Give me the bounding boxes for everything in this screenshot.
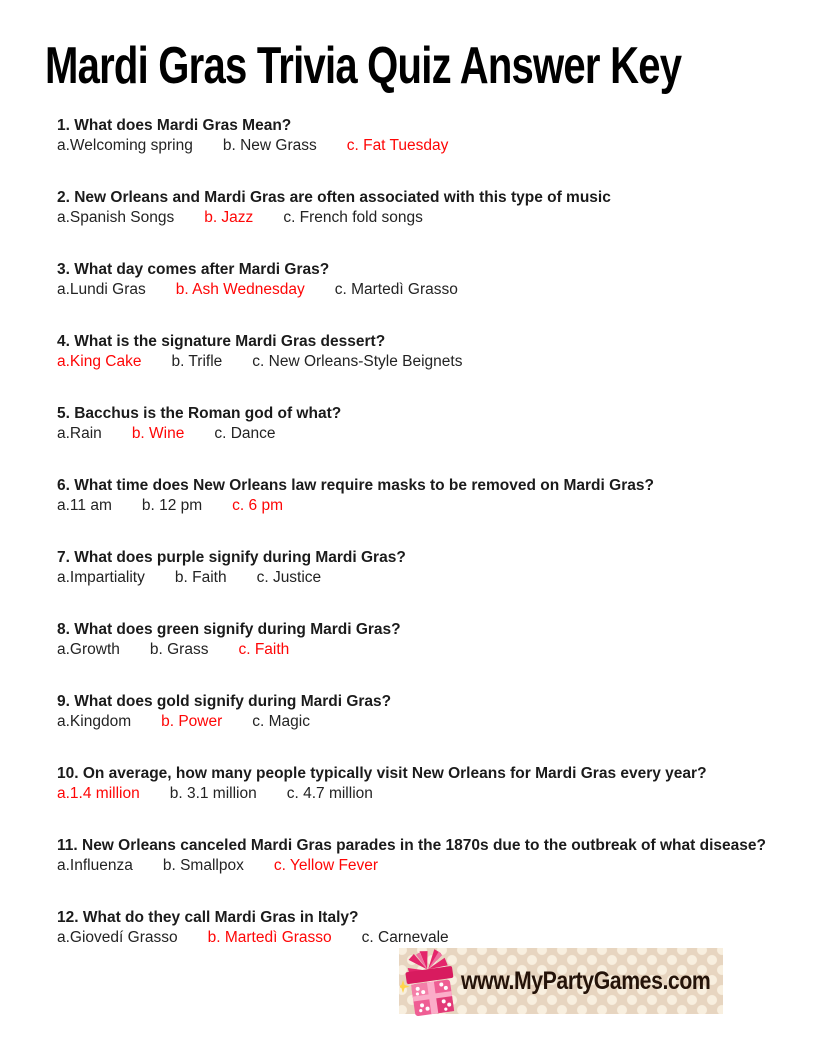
answer-options (57, 136, 805, 156)
answer-option-correct: c. 6 pm (232, 497, 283, 514)
question-text: 2. New Orleans and Mardi Gras are often associated with this type of music (57, 189, 611, 206)
answer-option: c. French fold songs (283, 209, 423, 226)
question-text: 7. What does purple signify during Mardi Gras? (57, 549, 406, 566)
answer-option: b. New Grass (222, 137, 317, 154)
answer-options (57, 856, 805, 876)
website-url: www.MyPartyGames.com (461, 966, 711, 995)
question-text: 11. New Orleans canceled Mardi Gras parades in the 1870s due to the outbreak of what disease? (57, 837, 766, 854)
question-text: 5. Bacchus is the Roman god of what? (57, 405, 342, 422)
answer-option: b. Faith (174, 569, 227, 586)
question-block (57, 116, 805, 156)
answer-option-correct: b. Martedì Grasso (207, 929, 332, 946)
answer-option-correct: c. Faith (238, 641, 290, 658)
answer-options (57, 208, 805, 228)
answer-option: c. 4.7 million (286, 785, 373, 802)
answer-option-correct: b. Ash Wednesday (175, 281, 305, 298)
gift-icon (400, 948, 464, 1018)
question-block (57, 548, 805, 588)
questions-list (57, 116, 805, 980)
question-text: 1. What does Mardi Gras Mean? (57, 117, 292, 134)
answer-option-correct: b. Jazz (204, 209, 254, 226)
question-block (57, 404, 805, 444)
answer-option: a.Welcoming spring (57, 137, 193, 154)
answer-option-correct: b. Power (161, 713, 223, 730)
question-text: 8. What does green signify during Mardi Gras? (57, 621, 401, 638)
answer-option: c. Dance (214, 425, 276, 442)
answer-options (57, 568, 805, 588)
answer-option: a.Impartiality (57, 569, 145, 586)
answer-option: a.Rain (57, 425, 102, 442)
question-block (57, 692, 805, 732)
question-text: 10. On average, how many people typically visit New Orleans for Mardi Gras every year? (57, 765, 707, 782)
answer-options (57, 352, 805, 372)
question-block (57, 836, 805, 876)
answer-option: b. Trifle (171, 353, 223, 370)
question-text: 3. What day comes after Mardi Gras? (57, 261, 330, 278)
page-title: Mardi Gras Trivia Quiz Answer Key (45, 37, 682, 95)
question-block (57, 260, 805, 300)
answer-options (57, 928, 805, 948)
answer-option: a.Giovedí Grasso (57, 929, 178, 946)
mypartygames-banner (399, 948, 723, 1014)
question-text: 6. What time does New Orleans law require masks to be removed on Mardi Gras? (57, 477, 654, 494)
answer-option: a.Kingdom (57, 713, 132, 730)
answer-options (57, 712, 805, 732)
answer-option: c. Carnevale (361, 929, 449, 946)
answer-option: b. 12 pm (141, 497, 203, 514)
question-block (57, 908, 805, 948)
answer-option: c. Martedì Grasso (334, 281, 458, 298)
answer-option: c. Justice (256, 569, 322, 586)
answer-option-correct: b. Wine (131, 425, 185, 442)
answer-options (57, 496, 805, 516)
question-block (57, 620, 805, 660)
answer-option: b. Smallpox (162, 857, 244, 874)
answer-option: c. New Orleans-Style Beignets (252, 353, 463, 370)
question-block (57, 332, 805, 372)
question-text: 4. What is the signature Mardi Gras dessert? (57, 333, 386, 350)
question-text: 9. What does gold signify during Mardi Gras? (57, 693, 392, 710)
answer-options (57, 640, 805, 660)
answer-options (57, 784, 805, 804)
answer-options (57, 424, 805, 444)
answer-option: b. Grass (149, 641, 209, 658)
question-block (57, 188, 805, 228)
question-block (57, 764, 805, 804)
question-text: 12. What do they call Mardi Gras in Italy? (57, 909, 359, 926)
answer-options (57, 280, 805, 300)
answer-option: a.Influenza (57, 857, 133, 874)
answer-option-correct: c. Yellow Fever (273, 857, 379, 874)
question-block (57, 476, 805, 516)
answer-option: a.Growth (57, 641, 120, 658)
answer-option-correct: a.King Cake (57, 353, 142, 370)
answer-option: a.Spanish Songs (57, 209, 175, 226)
answer-option: a.11 am (57, 497, 112, 514)
answer-option: b. 3.1 million (169, 785, 257, 802)
answer-option: c. Magic (252, 713, 310, 730)
answer-option-correct: a.1.4 million (57, 785, 140, 802)
answer-option: a.Lundi Gras (57, 281, 146, 298)
answer-option-correct: c. Fat Tuesday (346, 137, 449, 154)
